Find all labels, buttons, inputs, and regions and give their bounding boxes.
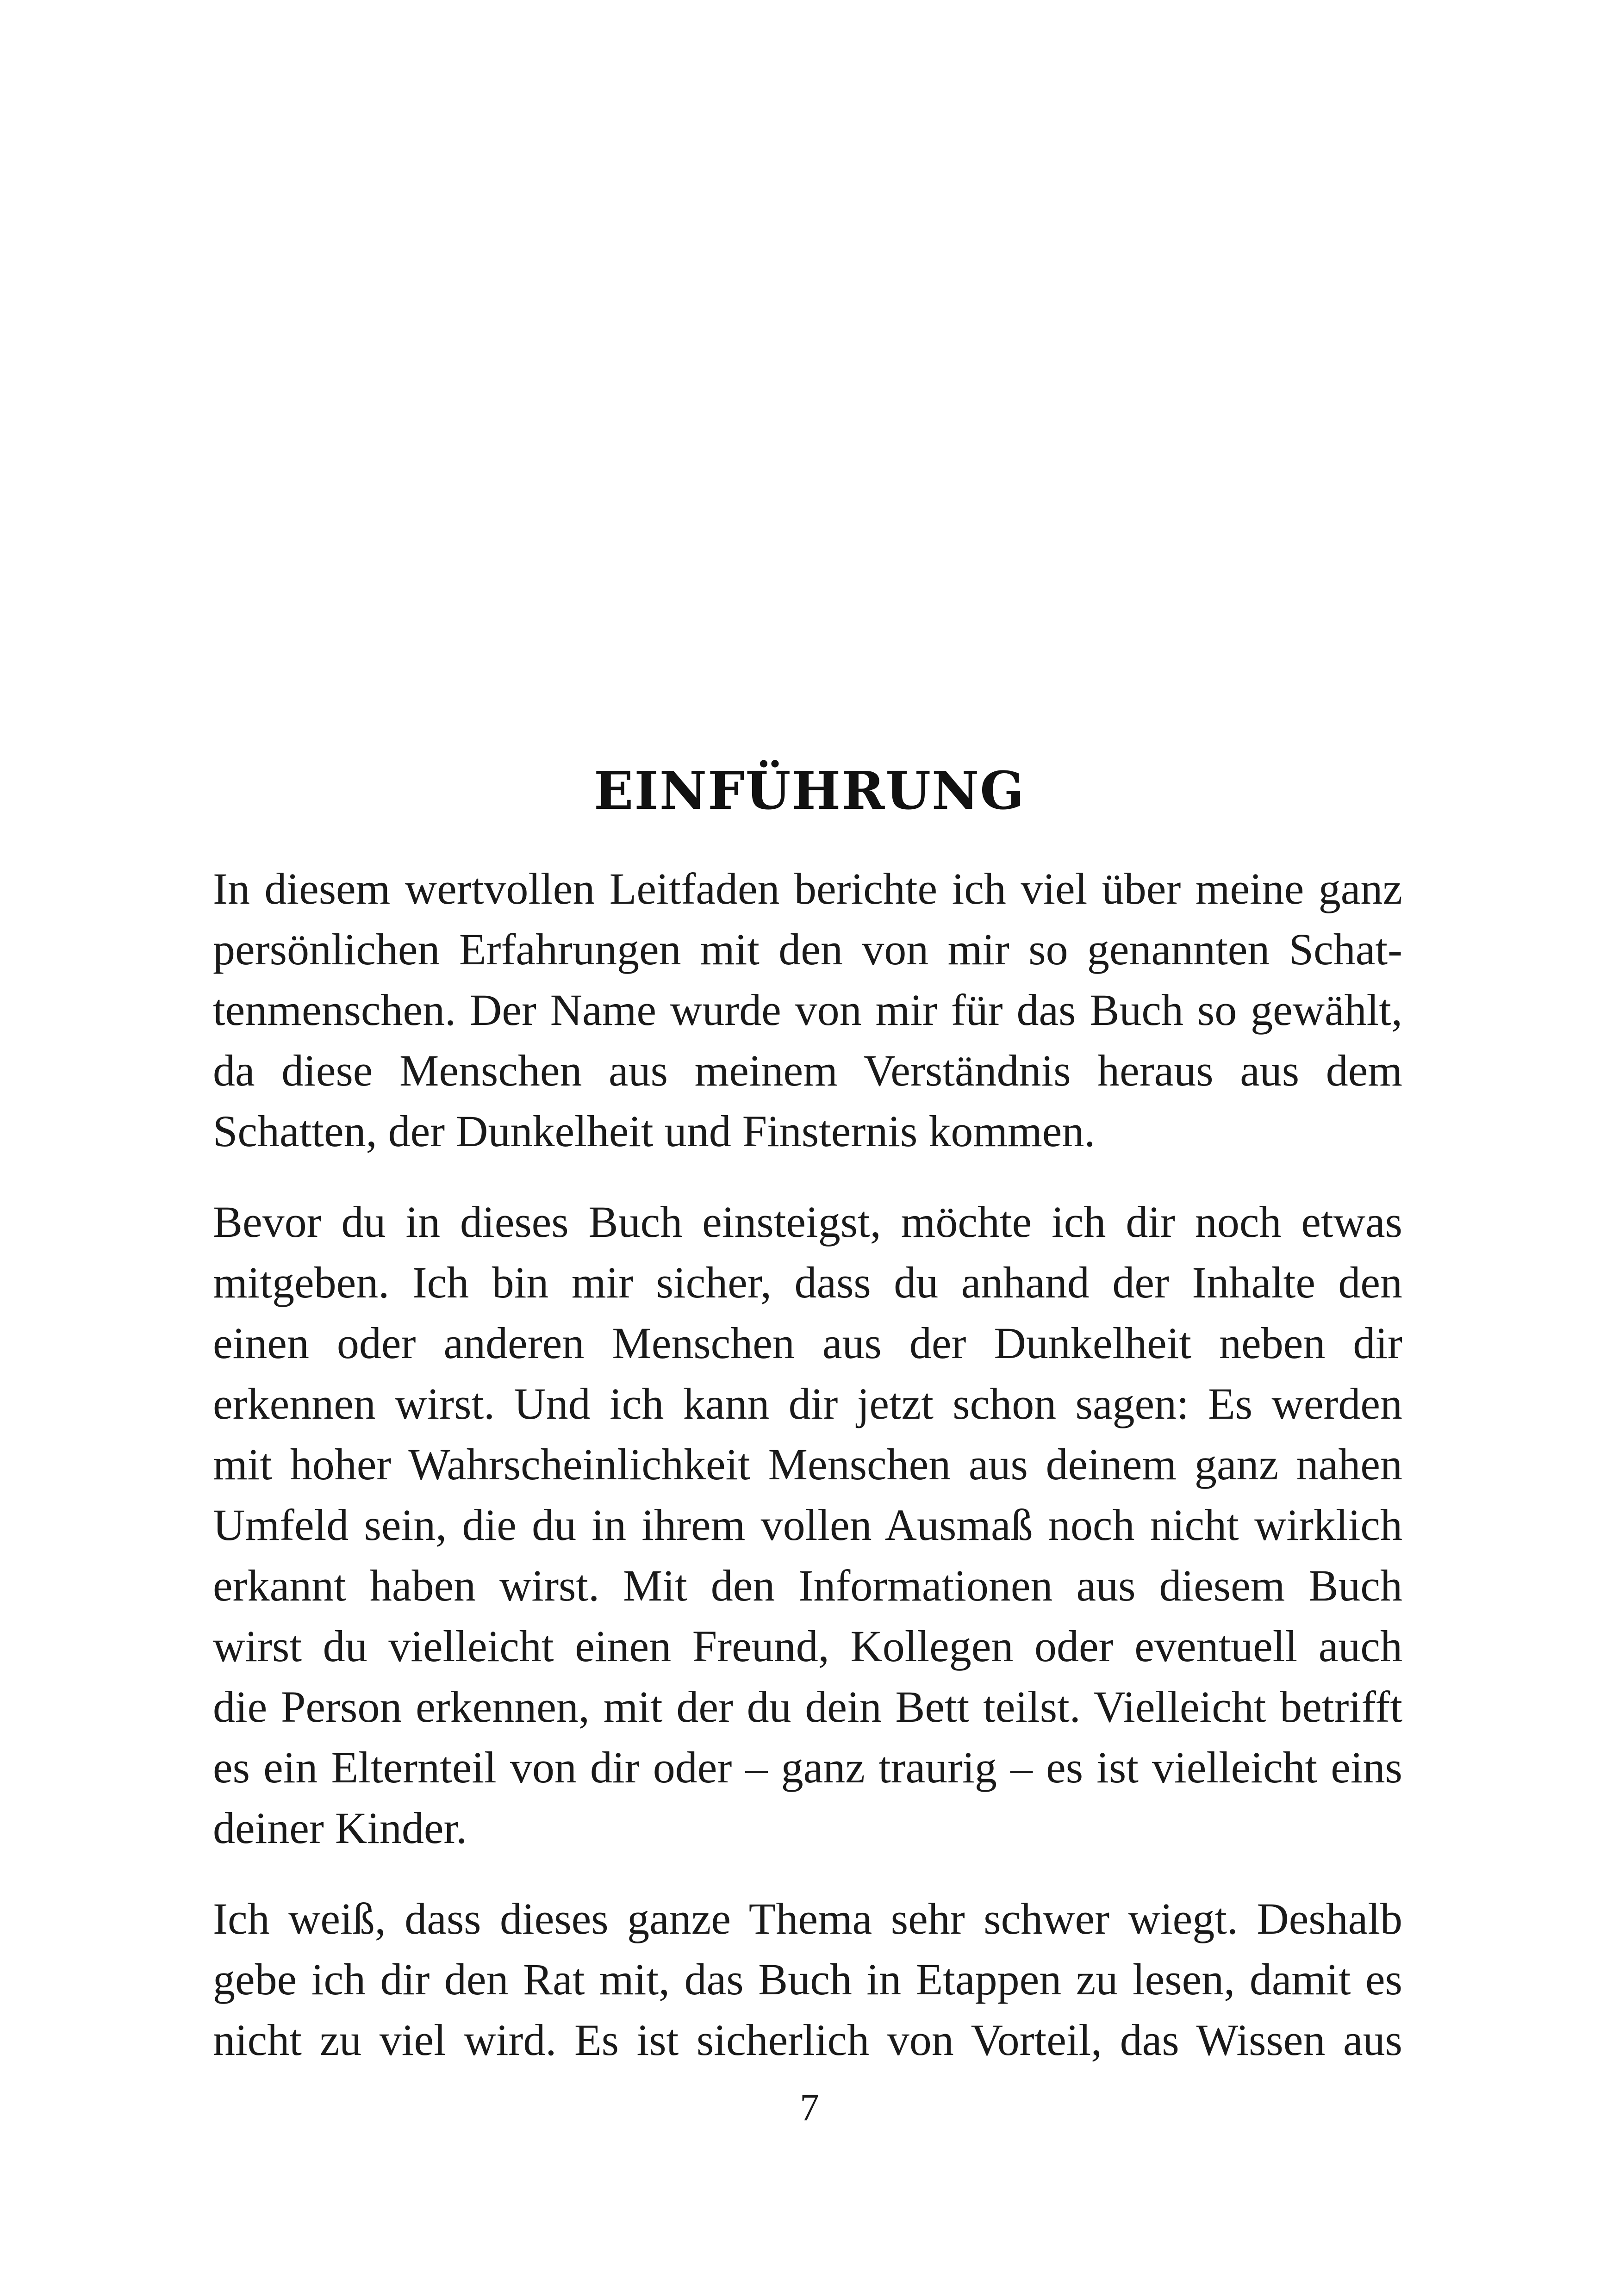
body-text — [213, 858, 1402, 2100]
text-line: Ich weiß, dass dieses ganze Thema sehr schwer wiegt. Deshalb — [213, 1894, 1402, 1943]
text-line: mitgeben. Ich bin mir sicher, dass du anhand der Inhalte den — [213, 1258, 1402, 1307]
text-line: mit hoher Wahrscheinlichkeit Menschen aus deinem ganz nahen — [213, 1440, 1402, 1489]
text-line: nicht zu viel wird. Es ist sicherlich von Vorteil, das Wissen aus — [213, 2015, 1402, 2065]
paragraph-1 — [213, 858, 1402, 1161]
page-number: 7 — [800, 2086, 819, 2129]
text-line: wirst du vielleicht einen Freund, Kollegen oder eventuell auch — [213, 1621, 1402, 1671]
text-line: Umfeld sein, die du in ihrem vollen Ausmaß noch nicht wirklich — [213, 1500, 1402, 1550]
paragraph-2 — [213, 1191, 1402, 1858]
text-line: Bevor du in dieses Buch einsteigst, möchte ich dir noch etwas — [213, 1197, 1402, 1247]
text-line: es ein Elternteil von dir oder – ganz traurig – es ist vielleicht eins — [213, 1743, 1402, 1792]
text-line: erkannt haben wirst. Mit den Informationen aus diesem Buch — [213, 1561, 1402, 1610]
text-line: persönlichen Erfahrungen mit den von mir so genannten Schat- — [213, 925, 1402, 974]
text-line: da diese Menschen aus meinem Verständnis heraus aus dem — [213, 1046, 1402, 1095]
text-line: Schatten, der Dunkelheit und Finsternis kommen. — [213, 1106, 1096, 1156]
text-line: deiner Kinder. — [213, 1803, 467, 1853]
text-line: erkennen wirst. Und ich kann dir jetzt schon sagen: Es werden — [213, 1379, 1402, 1428]
text-line: die Person erkennen, mit der du dein Bett teilst. Vielleicht betrifft — [213, 1682, 1402, 1731]
text-line: gebe ich dir den Rat mit, das Buch in Etappen zu lesen, damit es — [213, 1955, 1402, 2004]
chapter-title: EINFÜHRUNG — [594, 761, 1025, 822]
text-line: einen oder anderen Menschen aus der Dunkelheit neben dir — [213, 1318, 1402, 1368]
text-line: tenmenschen. Der Name wurde von mir für das Buch so gewählt, — [213, 985, 1402, 1035]
paragraph-3 — [213, 1888, 1402, 2070]
text-line: In diesem wertvollen Leitfaden berichte ich viel über meine ganz — [213, 864, 1402, 913]
